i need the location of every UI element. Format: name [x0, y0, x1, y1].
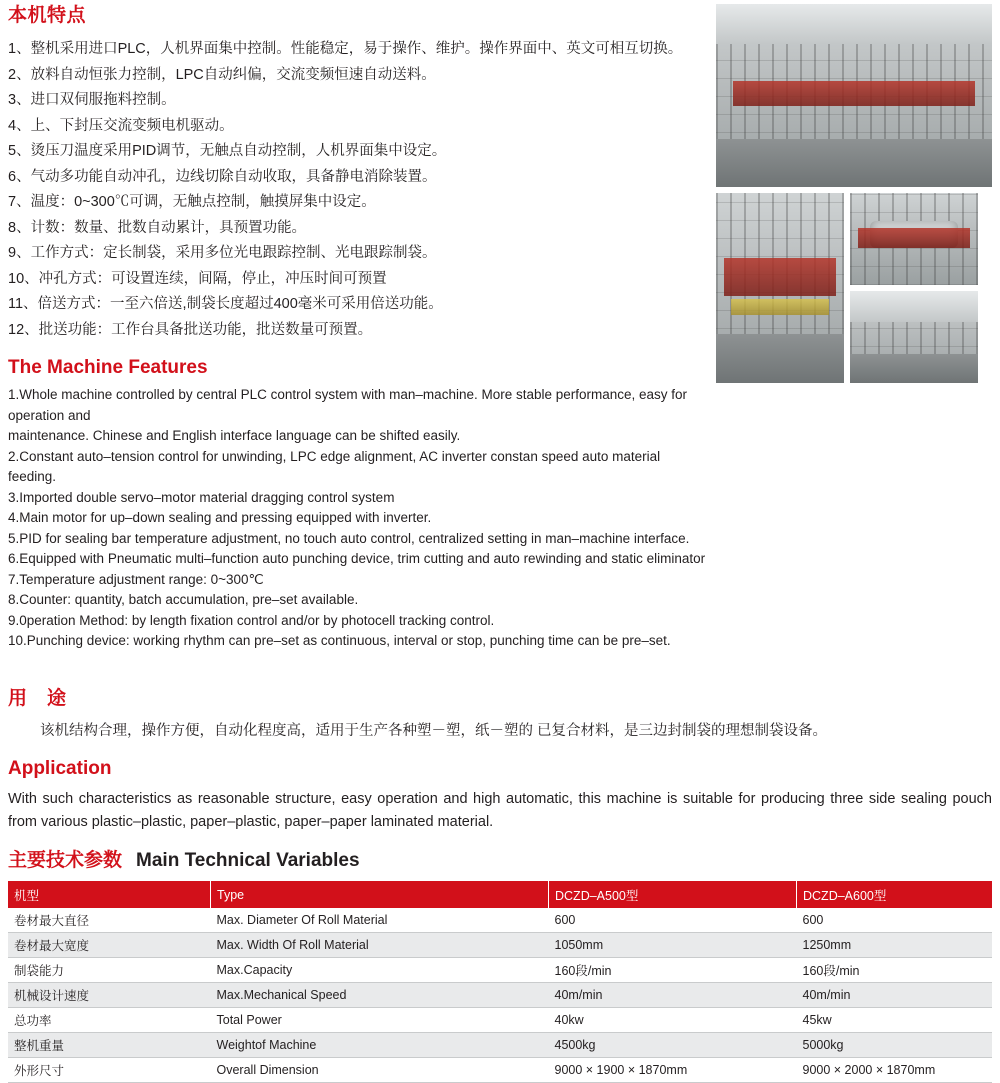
tech-variables-heading [8, 845, 360, 872]
column-header-a500: DCZD–A500型 [549, 881, 797, 908]
cell-a500: 1050mm [549, 933, 797, 958]
cell-a600: 1250mm [797, 933, 993, 958]
list-item: 7、温度：0~300℃可调，无触点控制，触摸屏集中设定。 [8, 194, 376, 210]
application-section [8, 683, 992, 834]
table-row [8, 1033, 992, 1058]
cell-param-cn: 外形尺寸 [8, 1058, 211, 1083]
application-en-text: With such characteristics as reasonable structure, easy operation and high automatic, this machine is suitable for producing three side sealing pouch from various plastic–plastic, paper–plastic, paper–paper laminated material. [8, 791, 992, 830]
use-cn-text: 该机结构合理，操作方便，自动化程度高，适用于生产各种塑－塑，纸－塑的 已复合材料，是三边封制袋的理想制袋设备。 [40, 723, 828, 739]
list-item: 7.Temperature adjustment range: 0~300℃ [8, 571, 264, 587]
cell-a500: 9000 × 1900 × 1870mm [549, 1058, 797, 1083]
photo-stack [850, 193, 978, 383]
list-item: 4、上、下封压交流变频电机驱动。 [8, 117, 234, 134]
cell-param-en: Total Power [211, 1008, 549, 1033]
list-item: 1、整机采用进口PLC，人机界面集中控制。性能稳定，易于操作、维护。操作界面中、英文可相互切换。 [8, 41, 683, 57]
specifications-table [8, 881, 992, 1083]
cell-param-en: Max. Diameter Of Roll Material [211, 908, 549, 933]
cell-param-cn: 卷材最大宽度 [8, 933, 211, 958]
column-header-a600: DCZD–A600型 [797, 881, 993, 908]
column-header-type-en: Type [211, 881, 549, 908]
roller-detail-photo [850, 193, 978, 285]
list-item: 3.Imported double servo–motor material dragging control system [8, 489, 395, 505]
machine-side-photo [716, 193, 844, 383]
list-item: 5.PID for sealing bar temperature adjustment, no touch auto control, centralized setting in man–machine interface. [8, 530, 690, 546]
features-cn-title: 本机特点 [8, 5, 87, 26]
cell-param-cn: 制袋能力 [8, 958, 211, 983]
features-en-list [8, 385, 708, 652]
list-item: 2、放料自动恒张力控制，LPC自动纠偏，交流变频恒速自动送料。 [8, 66, 436, 83]
list-item: 10.Punching device: working rhythm can pre–set as continuous, interval or stop, punching time can be pre–set. [8, 633, 671, 648]
cell-a600: 5000kg [797, 1033, 993, 1058]
column-header-model-cn: 机型 [8, 881, 211, 908]
table-header-row [8, 881, 992, 908]
cell-a600: 40m/min [797, 983, 993, 1008]
sealing-unit-photo [850, 291, 978, 383]
cell-a500: 40kw [549, 1008, 797, 1033]
tech-title-cn: 主要技术参数 [8, 850, 123, 871]
machine-overview-photo [716, 4, 992, 187]
features-cn-list [8, 37, 708, 343]
photo-gallery [716, 4, 992, 383]
list-item: 3、进口双伺服拖料控制。 [8, 92, 176, 108]
list-item: 10、冲孔方式：可设置连续，间隔，停止，冲压时间可预置 [8, 270, 387, 287]
list-item: 11、倍送方式：一至六倍送,制袋长度超过400毫米可采用倍送功能。 [8, 296, 443, 312]
features-en-title: The Machine Features [8, 357, 208, 378]
cell-param-cn: 卷材最大直径 [8, 908, 211, 933]
cell-param-en: Overall Dimension [211, 1058, 549, 1083]
cell-a600: 600 [797, 908, 993, 933]
cell-a500: 160段/min [549, 958, 797, 983]
cell-param-en: Max. Width Of Roll Material [211, 933, 549, 958]
cell-param-en: Weightof Machine [211, 1033, 549, 1058]
table-row [8, 933, 992, 958]
list-item: 4.Main motor for up–down sealing and pressing equipped with inverter. [8, 510, 432, 525]
cell-a500: 600 [549, 908, 797, 933]
table-row [8, 1058, 992, 1083]
list-item: 9、工作方式：定长制袋，采用多位光电跟踪控制、光电跟踪制袋。 [8, 245, 437, 261]
cell-a500: 40m/min [549, 983, 797, 1008]
features-column [8, 0, 708, 652]
cell-param-cn: 总功率 [8, 1008, 211, 1033]
cell-param-en: Max.Mechanical Speed [211, 983, 549, 1008]
cell-param-cn: 整机重量 [8, 1033, 211, 1058]
list-item: 9.0peration Method: by length fixation control and/or by photocell tracking control. [8, 612, 495, 628]
tech-title-en: Main Technical Variables [136, 850, 360, 871]
table-row [8, 958, 992, 983]
list-item: 6、气动多功能自动冲孔，边线切除自动收取，具备静电消除装置。 [8, 168, 437, 185]
photo-row [716, 193, 992, 383]
list-item: 5、烫压刀温度采用PID调节，无触点自动控制，人机界面集中设定。 [8, 143, 447, 159]
list-item: 1.Whole machine controlled by central PLC control system with man–machine. More stable performance, easy for operation and [8, 387, 688, 423]
list-item: 6.Equipped with Pneumatic multi–function auto punching device, trim cutting and auto rewinding and static eliminator [8, 551, 706, 566]
table-row [8, 908, 992, 933]
cell-param-en: Max.Capacity [211, 958, 549, 983]
table-row [8, 1008, 992, 1033]
cell-a600: 45kw [797, 1008, 993, 1033]
list-item: 2.Constant auto–tension control for unwinding, LPC edge alignment, AC inverter constan speed auto material feeding. [8, 448, 661, 484]
cell-a500: 4500kg [549, 1033, 797, 1058]
list-item: 8.Counter: quantity, batch accumulation, pre–set available. [8, 592, 359, 607]
list-item: 8、计数：数量、批数自动累计，具预置功能。 [8, 219, 307, 236]
use-cn-title: 用 途 [8, 688, 67, 709]
cell-a600: 160段/min [797, 958, 993, 983]
table-row [8, 983, 992, 1008]
application-en-title: Application [8, 758, 112, 779]
cell-param-cn: 机械设计速度 [8, 983, 211, 1008]
list-item: 12、批送功能：工作台具备批送功能，批送数量可预置。 [8, 321, 373, 338]
list-item: maintenance. Chinese and English interface language can be shifted easily. [8, 428, 461, 443]
cell-a600: 9000 × 2000 × 1870mm [797, 1058, 993, 1083]
